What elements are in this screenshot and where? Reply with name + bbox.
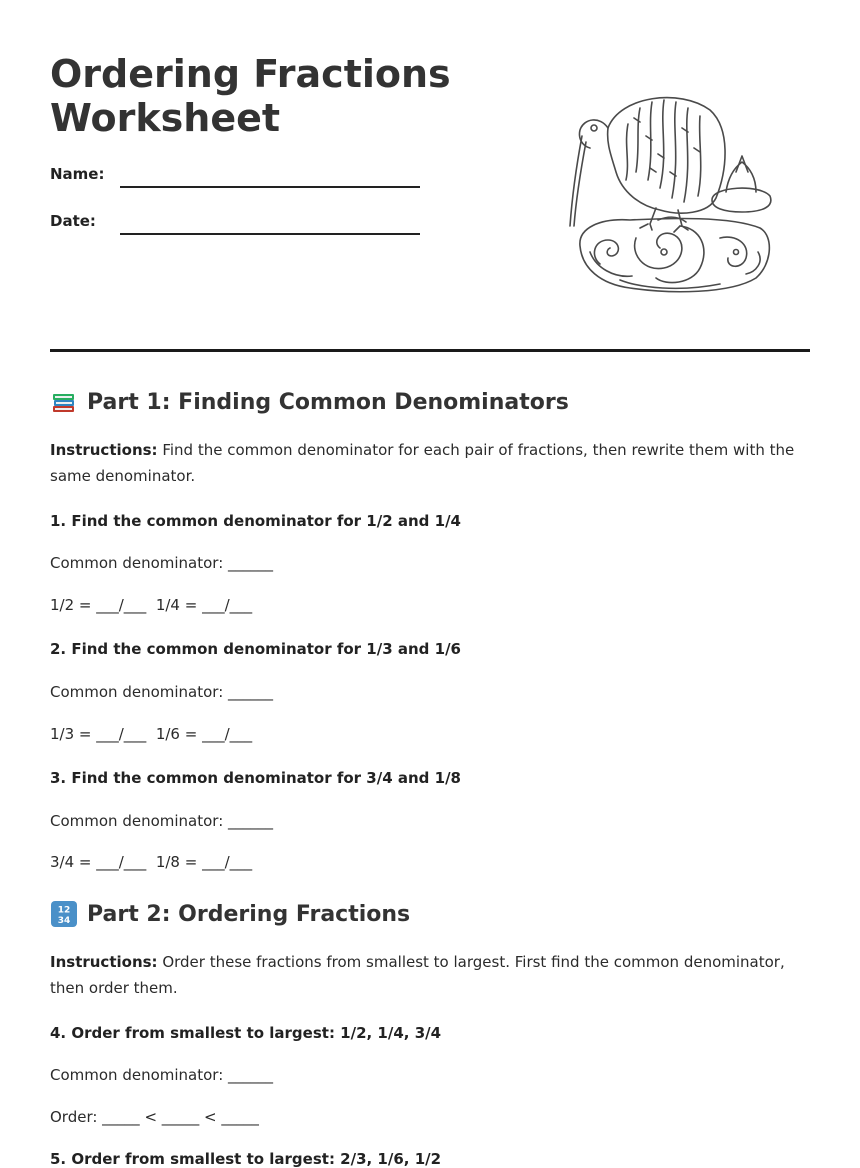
name-label: Name: <box>50 165 105 183</box>
question-4-title: 4. Order from smallest to largest: 1/2, 1/4, 3/4 <box>50 1024 442 1042</box>
title-line-2: Worksheet <box>50 96 281 140</box>
name-field[interactable] <box>120 186 420 188</box>
part2-heading <box>50 900 410 928</box>
question-4-common-denominator: Common denominator: ______ <box>50 1066 274 1084</box>
header-divider <box>50 349 810 352</box>
part1-instructions <box>50 437 815 489</box>
question-5-title: 5. Order from smallest to largest: 2/3, 1/6, 1/2 <box>50 1150 442 1168</box>
question-2-common-denominator: Common denominator: ______ <box>50 683 274 701</box>
part1-title: Part 1: Finding Common Denominators <box>87 389 569 415</box>
question-3-title: 3. Find the common denominator for 3/4 and 1/8 <box>50 769 461 787</box>
question-2-title: 2. Find the common denominator for 1/3 and 1/6 <box>50 640 461 658</box>
question-2-rewrite: 1/3 = ___/___ 1/6 = ___/___ <box>50 725 253 743</box>
question-3-rewrite: 3/4 = ___/___ 1/8 = ___/___ <box>50 853 253 871</box>
question-4-order: Order: _____ < _____ < _____ <box>50 1108 259 1126</box>
date-label: Date: <box>50 212 96 230</box>
page-title <box>50 52 490 140</box>
part1-heading <box>50 388 569 416</box>
part1-instructions-text: Find the common denominator for each pair of fractions, then rewrite them with the same denominator. <box>50 441 795 485</box>
part1-instructions-label: Instructions: <box>50 441 158 459</box>
svg-text:12: 12 <box>57 905 71 916</box>
numbers-1234-icon <box>50 900 78 928</box>
kiwi-bird-koru-emblem-icon <box>560 88 780 300</box>
date-field[interactable] <box>120 233 420 235</box>
books-icon <box>50 388 78 416</box>
part2-instructions <box>50 949 815 1001</box>
title-line-1: Ordering Fractions <box>50 52 451 96</box>
question-1-common-denominator: Common denominator: ______ <box>50 554 274 572</box>
part2-instructions-label: Instructions: <box>50 953 158 971</box>
question-3-common-denominator: Common denominator: ______ <box>50 812 274 830</box>
part2-title: Part 2: Ordering Fractions <box>87 901 411 927</box>
question-1-title: 1. Find the common denominator for 1/2 and 1/4 <box>50 512 461 530</box>
question-1-rewrite: 1/2 = ___/___ 1/4 = ___/___ <box>50 596 253 614</box>
part2-instructions-text: Order these fractions from smallest to largest. First find the common denominator, then order them. <box>50 953 785 997</box>
svg-text:34: 34 <box>57 916 71 926</box>
